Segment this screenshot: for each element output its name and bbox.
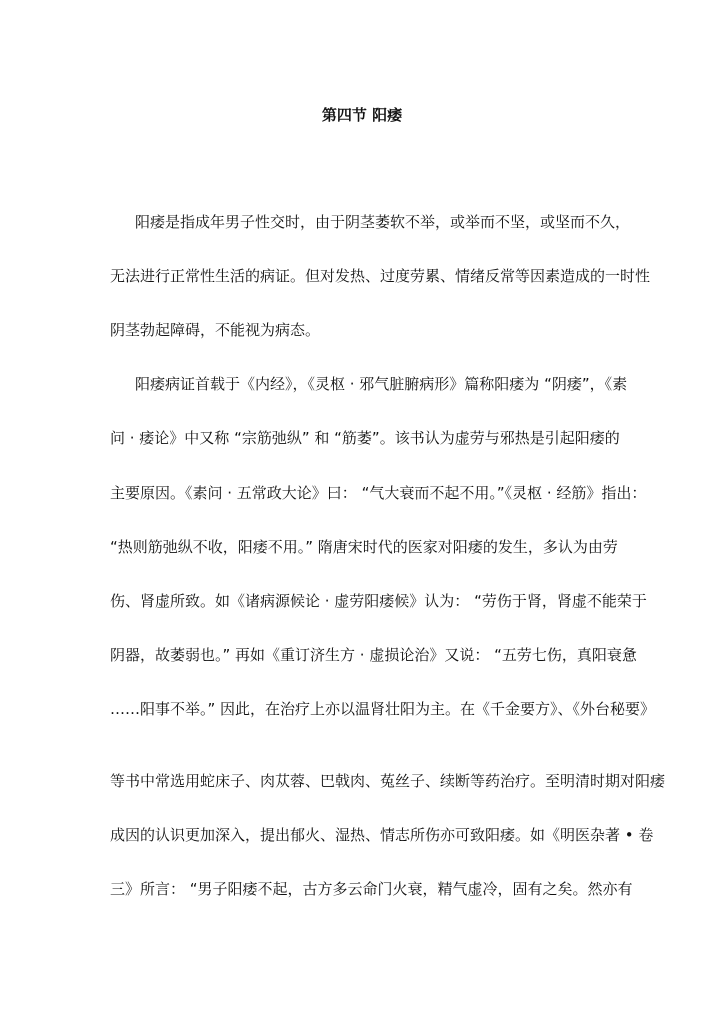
text-line: 无法进行正常性生活的病证。但对发热、过度劳累、情绪反常等因素造成的一时性	[110, 267, 651, 285]
text-line: 阳痿是指成年男子性交时，由于阴茎萎软不举，或举而不坚，或坚而不久，	[135, 213, 631, 231]
text-line: 等书中常选用蛇床子、肉苁蓉、巴戟肉、菟丝子、续断等药治疗。至明清时期对阳痿	[110, 772, 666, 790]
text-line: 成因的认识更加深入，提出郁火、湿热、情志所伤亦可致阳痿。如《明医杂著 • 卷	[110, 826, 654, 844]
text-line: 阴茎勃起障碍，不能视为病态。	[110, 321, 321, 339]
text-line: 三》所言： “男子阳痿不起，古方多云命门火衰，精气虚冷，固有之矣。然亦有	[110, 880, 633, 898]
text-line: 阳痿病证首载于《内经》，《灵枢 · 邪气脏腑病形》篇称阳痿为 “阴痿”，《素	[135, 375, 628, 393]
text-line: 阴器，故萎弱也。” 再如《重订济生方 · 虚损论治》又说： “五劳七伤，真阳衰惫	[110, 646, 637, 664]
text-line: 伤、肾虚所致。如《诸病源候论 · 虚劳阳痿候》认为： “劳伤于肾，肾虚不能荣于	[110, 592, 647, 610]
section-title: 第四节 阳痿	[321, 106, 403, 124]
text-line: 主要原因。《素问 · 五常政大论》曰： “气大衰而不起不用。”《灵枢 · 经筋》指出：	[110, 484, 647, 502]
text-line: 问 · 痿论》中又称 “宗筋弛纵” 和 “筋萎”。该书认为虚劳与邪热是引起阳痿的	[110, 429, 620, 447]
text-line: “热则筋弛纵不收，阳痿不用。” 隋唐宋时代的医家对阳痿的发生，多认为由劳	[110, 538, 618, 556]
text-line: ……阳事不举。” 因此，在治疗上亦以温肾壮阳为主。在《千金要方》、《外台秘要》	[110, 700, 656, 718]
